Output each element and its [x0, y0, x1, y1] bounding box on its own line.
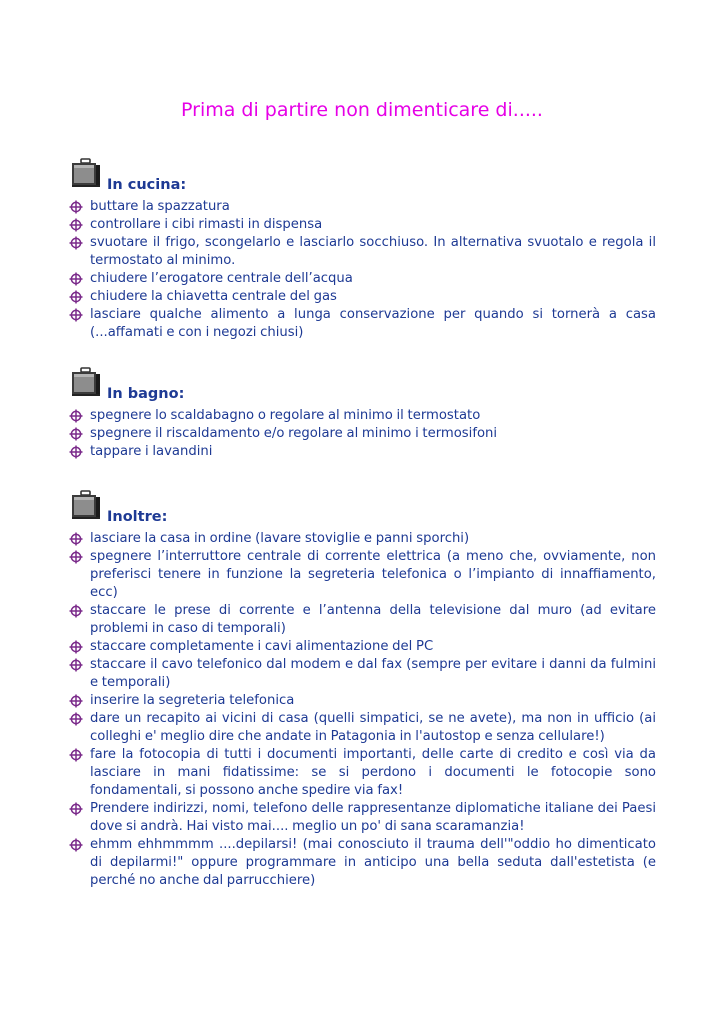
list-item-text: Prendere indirizzi, nomi, telefono delle rappresentanze diplomatiche italiane dei Paesi dove si andrà. Hai visto mai.... meglio un po' di sana scaramanzia! — [90, 801, 656, 834]
crosshair-bullet-icon — [69, 290, 83, 304]
briefcase-icon — [70, 158, 101, 188]
list-item-text: svuotare il frigo, scongelarlo e lasciarlo socchiuso. In alternativa svuotalo e regola il termostato al minimo. — [90, 235, 656, 268]
list-item — [90, 270, 656, 288]
crosshair-bullet-icon — [69, 218, 83, 232]
crosshair-bullet-icon — [69, 308, 83, 322]
list-item — [90, 198, 656, 216]
crosshair-bullet-icon — [69, 409, 83, 423]
list-item — [90, 407, 656, 425]
list-item-text: chiudere l’erogatore centrale dell’acqua — [90, 271, 353, 286]
list-item — [90, 602, 656, 638]
crosshair-bullet-icon — [69, 532, 83, 546]
list-item-text: inserire la segreteria telefonica — [90, 693, 295, 708]
list-item — [90, 234, 656, 270]
list-item-text: tappare i lavandini — [90, 444, 213, 459]
crosshair-bullet-icon — [69, 272, 83, 286]
list-item — [90, 710, 656, 746]
list-item-text: chiudere la chiavetta centrale del gas — [90, 289, 337, 304]
section-heading: In cucina: — [107, 177, 187, 193]
list-item — [90, 548, 656, 602]
list-item — [90, 692, 656, 710]
section-heading: In bagno: — [107, 386, 185, 402]
checklist — [0, 530, 724, 890]
crosshair-bullet-icon — [69, 445, 83, 459]
list-item — [90, 656, 656, 692]
page-title: Prima di partire non dimenticare di..... — [181, 99, 543, 121]
crosshair-bullet-icon — [69, 640, 83, 654]
list-item-text: buttare la spazzatura — [90, 199, 230, 214]
list-item-text: staccare il cavo telefonico dal modem e dal fax (sempre per evitare i danni da fulmini e temporali) — [90, 657, 656, 690]
list-item — [90, 306, 656, 342]
section-heading: Inoltre: — [107, 509, 168, 525]
list-item-text: ehmm ehhmmmm ....depilarsi! (mai conosciuto il trauma dell'"oddio ho dimenticato di depilarmi!" oppure programmare in anticipo una bella seduta dall'estetista (e perché no anche dal parrucchiere) — [90, 837, 656, 888]
list-item — [90, 443, 656, 461]
list-item — [90, 836, 656, 890]
list-item — [90, 800, 656, 836]
checklist — [0, 198, 724, 342]
list-item — [90, 638, 656, 656]
list-item-text: fare la fotocopia di tutti i documenti importanti, delle carte di credito e così via da lasciare in mani fidatissime: se si perdono i documenti le fotocopie sono fondamentali, si possono anche spedire via fax! — [90, 747, 656, 798]
section-bagno — [0, 367, 724, 461]
checklist — [0, 407, 724, 461]
crosshair-bullet-icon — [69, 748, 83, 762]
list-item-text: lasciare qualche alimento a lunga conservazione per quando si tornerà a casa (...affamati e con i negozi chiusi) — [90, 307, 656, 340]
crosshair-bullet-icon — [69, 658, 83, 672]
list-item-text: staccare le prese di corrente e l’antenna della televisione dal muro (ad evitare problemi in caso di temporali) — [90, 603, 656, 636]
list-item-text: spegnere l’interruttore centrale di corrente elettrica (a meno che, ovviamente, non preferisci tenere in funzione la segreteria telefonica o l’impianto di innaffiamento, ecc) — [90, 549, 656, 600]
crosshair-bullet-icon — [69, 427, 83, 441]
list-item-text: staccare completamente i cavi alimentazione del PC — [90, 639, 434, 654]
section-header — [0, 490, 724, 530]
briefcase-icon — [70, 490, 101, 520]
list-item-text: lasciare la casa in ordine (lavare stoviglie e panni sporchi) — [90, 531, 470, 546]
crosshair-bullet-icon — [69, 712, 83, 726]
section-header — [0, 158, 724, 198]
section-header — [0, 367, 724, 407]
crosshair-bullet-icon — [69, 200, 83, 214]
briefcase-icon — [70, 367, 101, 397]
list-item — [90, 746, 656, 800]
crosshair-bullet-icon — [69, 694, 83, 708]
list-item — [90, 425, 656, 443]
crosshair-bullet-icon — [69, 802, 83, 816]
list-item — [90, 288, 656, 306]
section-inoltre — [0, 490, 724, 890]
list-item-text: spegnere il riscaldamento e/o regolare al minimo i termosifoni — [90, 426, 498, 441]
section-cucina — [0, 158, 724, 342]
list-item-text: spegnere lo scaldabagno o regolare al minimo il termostato — [90, 408, 481, 423]
list-item-text: dare un recapito ai vicini di casa (quelli simpatici, se ne avete), ma non in ufficio (ai colleghi e' meglio dire che andate in Patagonia in l'autostop e senza cellulare!) — [90, 711, 656, 744]
list-item — [90, 216, 656, 234]
crosshair-bullet-icon — [69, 550, 83, 564]
list-item — [90, 530, 656, 548]
crosshair-bullet-icon — [69, 604, 83, 618]
list-item-text: controllare i cibi rimasti in dispensa — [90, 217, 323, 232]
crosshair-bullet-icon — [69, 236, 83, 250]
crosshair-bullet-icon — [69, 838, 83, 852]
